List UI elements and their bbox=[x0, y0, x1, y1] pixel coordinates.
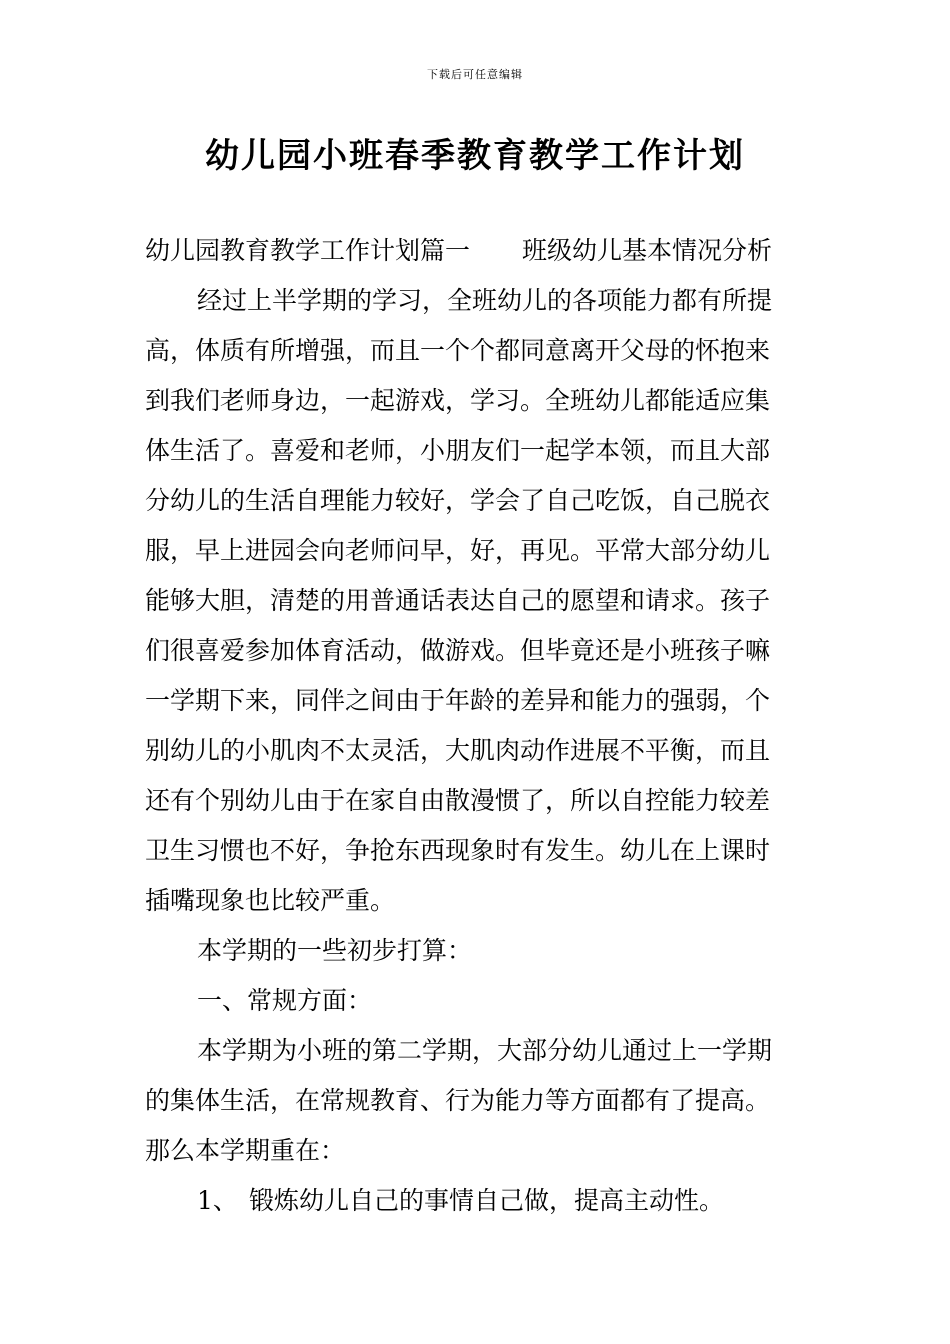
paragraph-routine bbox=[145, 1026, 810, 1176]
paragraph-line: 插嘴现象也比较严重。 bbox=[145, 886, 396, 915]
header-note: 下载后可任意编辑 bbox=[427, 68, 523, 81]
paragraph-line: 们很喜爱参加体育活动，做游戏。但毕竟还是小班孩子嘛 bbox=[145, 636, 771, 665]
paragraph-line: 卫生习惯也不好，争抢东西现象时有发生。幼儿在上课时 bbox=[145, 836, 771, 865]
paragraph-situation bbox=[145, 276, 810, 926]
list-item-number: 1、 bbox=[197, 1186, 238, 1215]
subtitle-part1: 幼儿园教育教学工作计划篇一 bbox=[145, 236, 471, 265]
paragraph-line: 能够大胆，清楚的用普通话表达自己的愿望和请求。孩子 bbox=[145, 586, 771, 615]
paragraph-line: 到我们老师身边，一起游戏，学习。全班幼儿都能适应集 bbox=[145, 386, 771, 415]
list-item-text: 锻炼幼儿自己的事情自己做，提高主动性。 bbox=[249, 1186, 725, 1215]
list-item bbox=[145, 1176, 810, 1226]
subtitle-part2: 班级幼儿基本情况分析 bbox=[522, 236, 773, 265]
document-body bbox=[145, 226, 810, 1226]
document-title: 幼儿园小班春季教育教学工作计划 bbox=[205, 136, 745, 176]
paragraph-line: 服，早上进园会向老师问早，好，再见。平常大部分幼儿 bbox=[145, 536, 771, 565]
plan-intro: 本学期的一些初步打算： bbox=[197, 936, 473, 965]
paragraph-line: 本学期为小班的第二学期，大部分幼儿通过上一学期 bbox=[197, 1036, 773, 1065]
paragraph-line: 的集体生活，在常规教育、行为能力等方面都有了提高。 bbox=[145, 1086, 771, 1115]
paragraph-line: 高，体质有所增强，而且一个个都同意离开父母的怀抱来 bbox=[145, 336, 771, 365]
paragraph-line: 还有个别幼儿由于在家自由散漫惯了，所以自控能力较差 bbox=[145, 786, 771, 815]
paragraph-line: 经过上半学期的学习，全班幼儿的各项能力都有所提 bbox=[197, 286, 773, 315]
paragraph-line: 一学期下来，同伴之间由于年龄的差异和能力的强弱，个 bbox=[145, 686, 771, 715]
subtitle-line bbox=[145, 226, 810, 276]
paragraph-line: 体生活了。喜爱和老师，小朋友们一起学本领，而且大部 bbox=[145, 436, 771, 465]
paragraph-line: 那么本学期重在： bbox=[145, 1136, 346, 1165]
paragraph-line: 别幼儿的小肌肉不太灵活，大肌肉动作进展不平衡，而且 bbox=[145, 736, 771, 765]
paragraph-line: 分幼儿的生活自理能力较好，学会了自己吃饭，自己脱衣 bbox=[145, 486, 771, 515]
section-heading-routine: 一、常规方面： bbox=[197, 986, 373, 1015]
